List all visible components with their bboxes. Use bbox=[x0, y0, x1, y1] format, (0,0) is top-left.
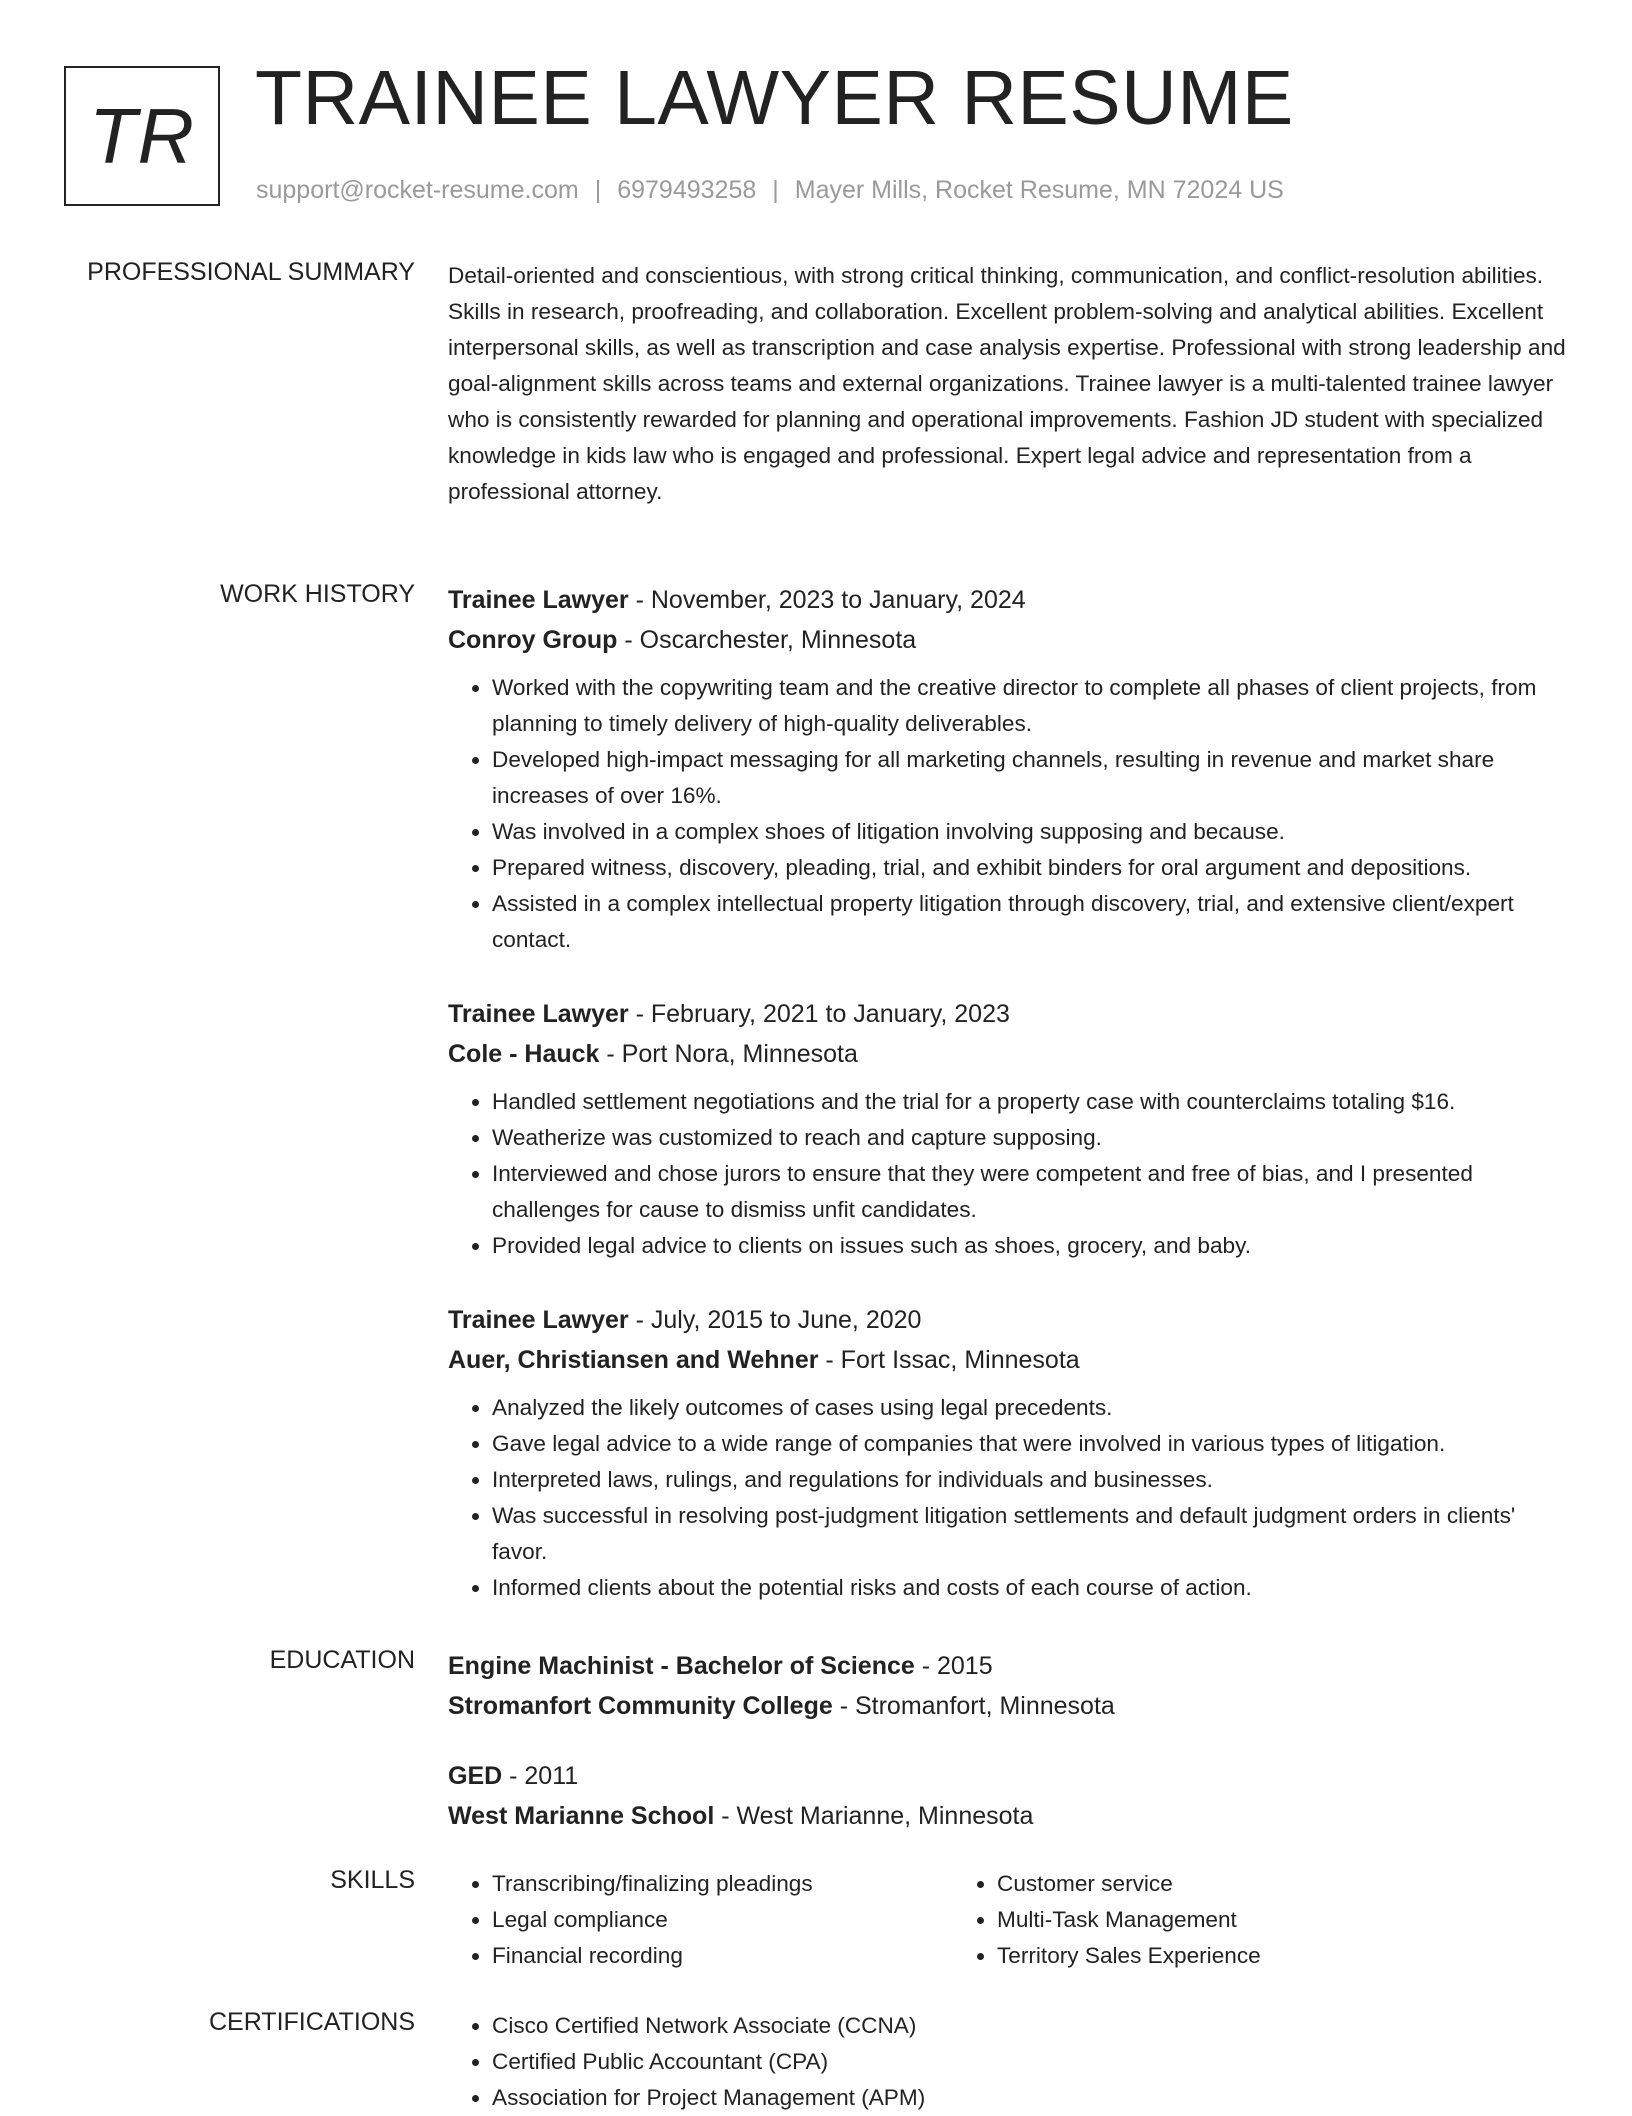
contact-separator: | bbox=[594, 176, 602, 204]
education-school-line bbox=[448, 1796, 1573, 1836]
section-title: WORK HISTORY bbox=[220, 580, 415, 608]
monogram-text: TR bbox=[89, 91, 195, 180]
list-item: • Developed high-impact messaging for all marketing channels, resulting in revenue and market share increases of over 16%. bbox=[492, 742, 1573, 814]
skills-list-right bbox=[953, 1866, 1458, 1974]
list-item: • Interviewed and chose jurors to ensure that they were competent and free of bias, and I presented challenges for cause to dismiss unfit candidates. bbox=[492, 1156, 1573, 1228]
contact-email: support@rocket-resume.com bbox=[256, 176, 579, 204]
list-item: • Was successful in resolving post-judgment litigation settlements and default judgment orders in clients' favor. bbox=[492, 1498, 1573, 1570]
job-heading bbox=[448, 580, 1573, 620]
list-item: • Handled settlement negotiations and the trial for a property case with counterclaims totaling $16. bbox=[492, 1084, 1573, 1120]
list-item: • Financial recording bbox=[492, 1938, 953, 1974]
job-bullets bbox=[448, 670, 1573, 958]
list-item: • Worked with the copywriting team and the creative director to complete all phases of client projects, from planning to timely delivery of high-quality deliverables. bbox=[492, 670, 1573, 742]
education-degree: GED bbox=[448, 1762, 503, 1790]
job-bullets bbox=[448, 1084, 1573, 1264]
job-company-line bbox=[448, 620, 1573, 660]
section-body bbox=[448, 258, 1573, 510]
job-entry bbox=[448, 1300, 1573, 1606]
education-heading bbox=[448, 1646, 1573, 1686]
job-role: Trainee Lawyer bbox=[448, 586, 629, 614]
contact-address: Mayer Mills, Rocket Resume, MN 72024 US bbox=[794, 176, 1284, 204]
education-school: West Marianne School bbox=[448, 1802, 715, 1830]
list-item: • Territory Sales Experience bbox=[997, 1938, 1458, 1974]
certifications-list bbox=[448, 2008, 1573, 2116]
page-title: TRAINEE LAWYER RESUME bbox=[255, 55, 1294, 141]
list-item: • Legal compliance bbox=[492, 1902, 953, 1938]
job-location: - Port Nora, Minnesota bbox=[599, 1040, 858, 1068]
education-school: Stromanfort Community College bbox=[448, 1692, 833, 1720]
list-item: • Customer service bbox=[997, 1866, 1458, 1902]
list-item: • Weatherize was customized to reach and capture supposing. bbox=[492, 1120, 1573, 1156]
job-bullets bbox=[448, 1390, 1573, 1606]
job-company: Conroy Group bbox=[448, 626, 618, 654]
education-year: - 2011 bbox=[502, 1762, 579, 1790]
education-entry bbox=[448, 1756, 1573, 1836]
education-heading bbox=[448, 1756, 1573, 1796]
section-body bbox=[448, 580, 1573, 1642]
skills-columns bbox=[448, 1866, 1573, 1974]
education-location: - Stromanfort, Minnesota bbox=[832, 1692, 1115, 1720]
job-company: Cole - Hauck bbox=[448, 1040, 600, 1068]
job-company: Auer, Christiansen and Wehner bbox=[448, 1346, 819, 1374]
list-item: • Prepared witness, discovery, pleading, trial, and exhibit binders for oral argument and depositions. bbox=[492, 850, 1573, 886]
section-body bbox=[448, 1646, 1573, 1866]
job-heading bbox=[448, 994, 1573, 1034]
job-dates: - February, 2021 to January, 2023 bbox=[628, 1000, 1010, 1028]
education-entry bbox=[448, 1646, 1573, 1726]
job-company-line bbox=[448, 1034, 1573, 1074]
section-body bbox=[448, 2008, 1573, 2116]
skills-list-left bbox=[448, 1866, 953, 1974]
education-year: - 2015 bbox=[914, 1652, 993, 1680]
section-title: SKILLS bbox=[330, 1866, 415, 1894]
job-dates: - July, 2015 to June, 2020 bbox=[628, 1306, 922, 1334]
monogram-badge bbox=[64, 66, 220, 206]
job-location: - Fort Issac, Minnesota bbox=[818, 1346, 1080, 1374]
education-degree: Engine Machinist - Bachelor of Science bbox=[448, 1652, 915, 1680]
contact-separator: | bbox=[772, 176, 779, 204]
list-item: • Cisco Certified Network Associate (CCNA) bbox=[492, 2008, 1573, 2044]
job-dates: - November, 2023 to January, 2024 bbox=[628, 586, 1026, 614]
job-company-line bbox=[448, 1340, 1573, 1380]
section-body bbox=[448, 1866, 1573, 1974]
list-item: • Informed clients about the potential risks and costs of each course of action. bbox=[492, 1570, 1573, 1606]
list-item: • Multi-Task Management bbox=[997, 1902, 1458, 1938]
list-item: • Interpreted laws, rulings, and regulations for individuals and businesses. bbox=[492, 1462, 1573, 1498]
list-item: • Transcribing/finalizing pleadings bbox=[492, 1866, 953, 1902]
list-item: • Gave legal advice to a wide range of companies that were involved in various types of litigation. bbox=[492, 1426, 1573, 1462]
education-location: - West Marianne, Minnesota bbox=[714, 1802, 1034, 1830]
section-title: PROFESSIONAL SUMMARY bbox=[87, 258, 415, 286]
list-item: • Analyzed the likely outcomes of cases using legal precedents. bbox=[492, 1390, 1573, 1426]
contact-line bbox=[256, 176, 1284, 205]
job-entry bbox=[448, 580, 1573, 958]
list-item: • Was involved in a complex shoes of litigation involving supposing and because. bbox=[492, 814, 1573, 850]
job-location: - Oscarchester, Minnesota bbox=[617, 626, 917, 654]
summary-text: Detail-oriented and conscientious, with strong critical thinking, communication, and conflict-resolution abilities. Skills in research, proofreading, and collaboration. Excellent problem-solving and analytical abilities. Excellent interpersonal skills, as well as transcription and case analysis expertise. Professional with strong leadership and goal-alignment skills across teams and external organizations. Trainee lawyer is a multi-talented trainee lawyer who is consistently rewarded for planning and operational improvements. Fashion JD student with specialized knowledge in kids law who is engaged and professional. Expert legal advice and representation from a professional attorney. bbox=[448, 263, 1566, 504]
list-item: • Association for Project Management (APM) bbox=[492, 2080, 1573, 2116]
job-role: Trainee Lawyer bbox=[448, 1000, 629, 1028]
list-item: • Assisted in a complex intellectual property litigation through discovery, trial, and extensive client/expert contact. bbox=[492, 886, 1573, 958]
job-entry bbox=[448, 994, 1573, 1264]
contact-phone: 6979493258 bbox=[617, 176, 757, 204]
list-item: • Provided legal advice to clients on issues such as shoes, grocery, and baby. bbox=[492, 1228, 1573, 1264]
education-school-line bbox=[448, 1686, 1573, 1726]
list-item: • Certified Public Accountant (CPA) bbox=[492, 2044, 1573, 2080]
job-role: Trainee Lawyer bbox=[448, 1306, 629, 1334]
section-title: CERTIFICATIONS bbox=[208, 2008, 415, 2036]
job-heading bbox=[448, 1300, 1573, 1340]
section-title: EDUCATION bbox=[269, 1646, 415, 1674]
